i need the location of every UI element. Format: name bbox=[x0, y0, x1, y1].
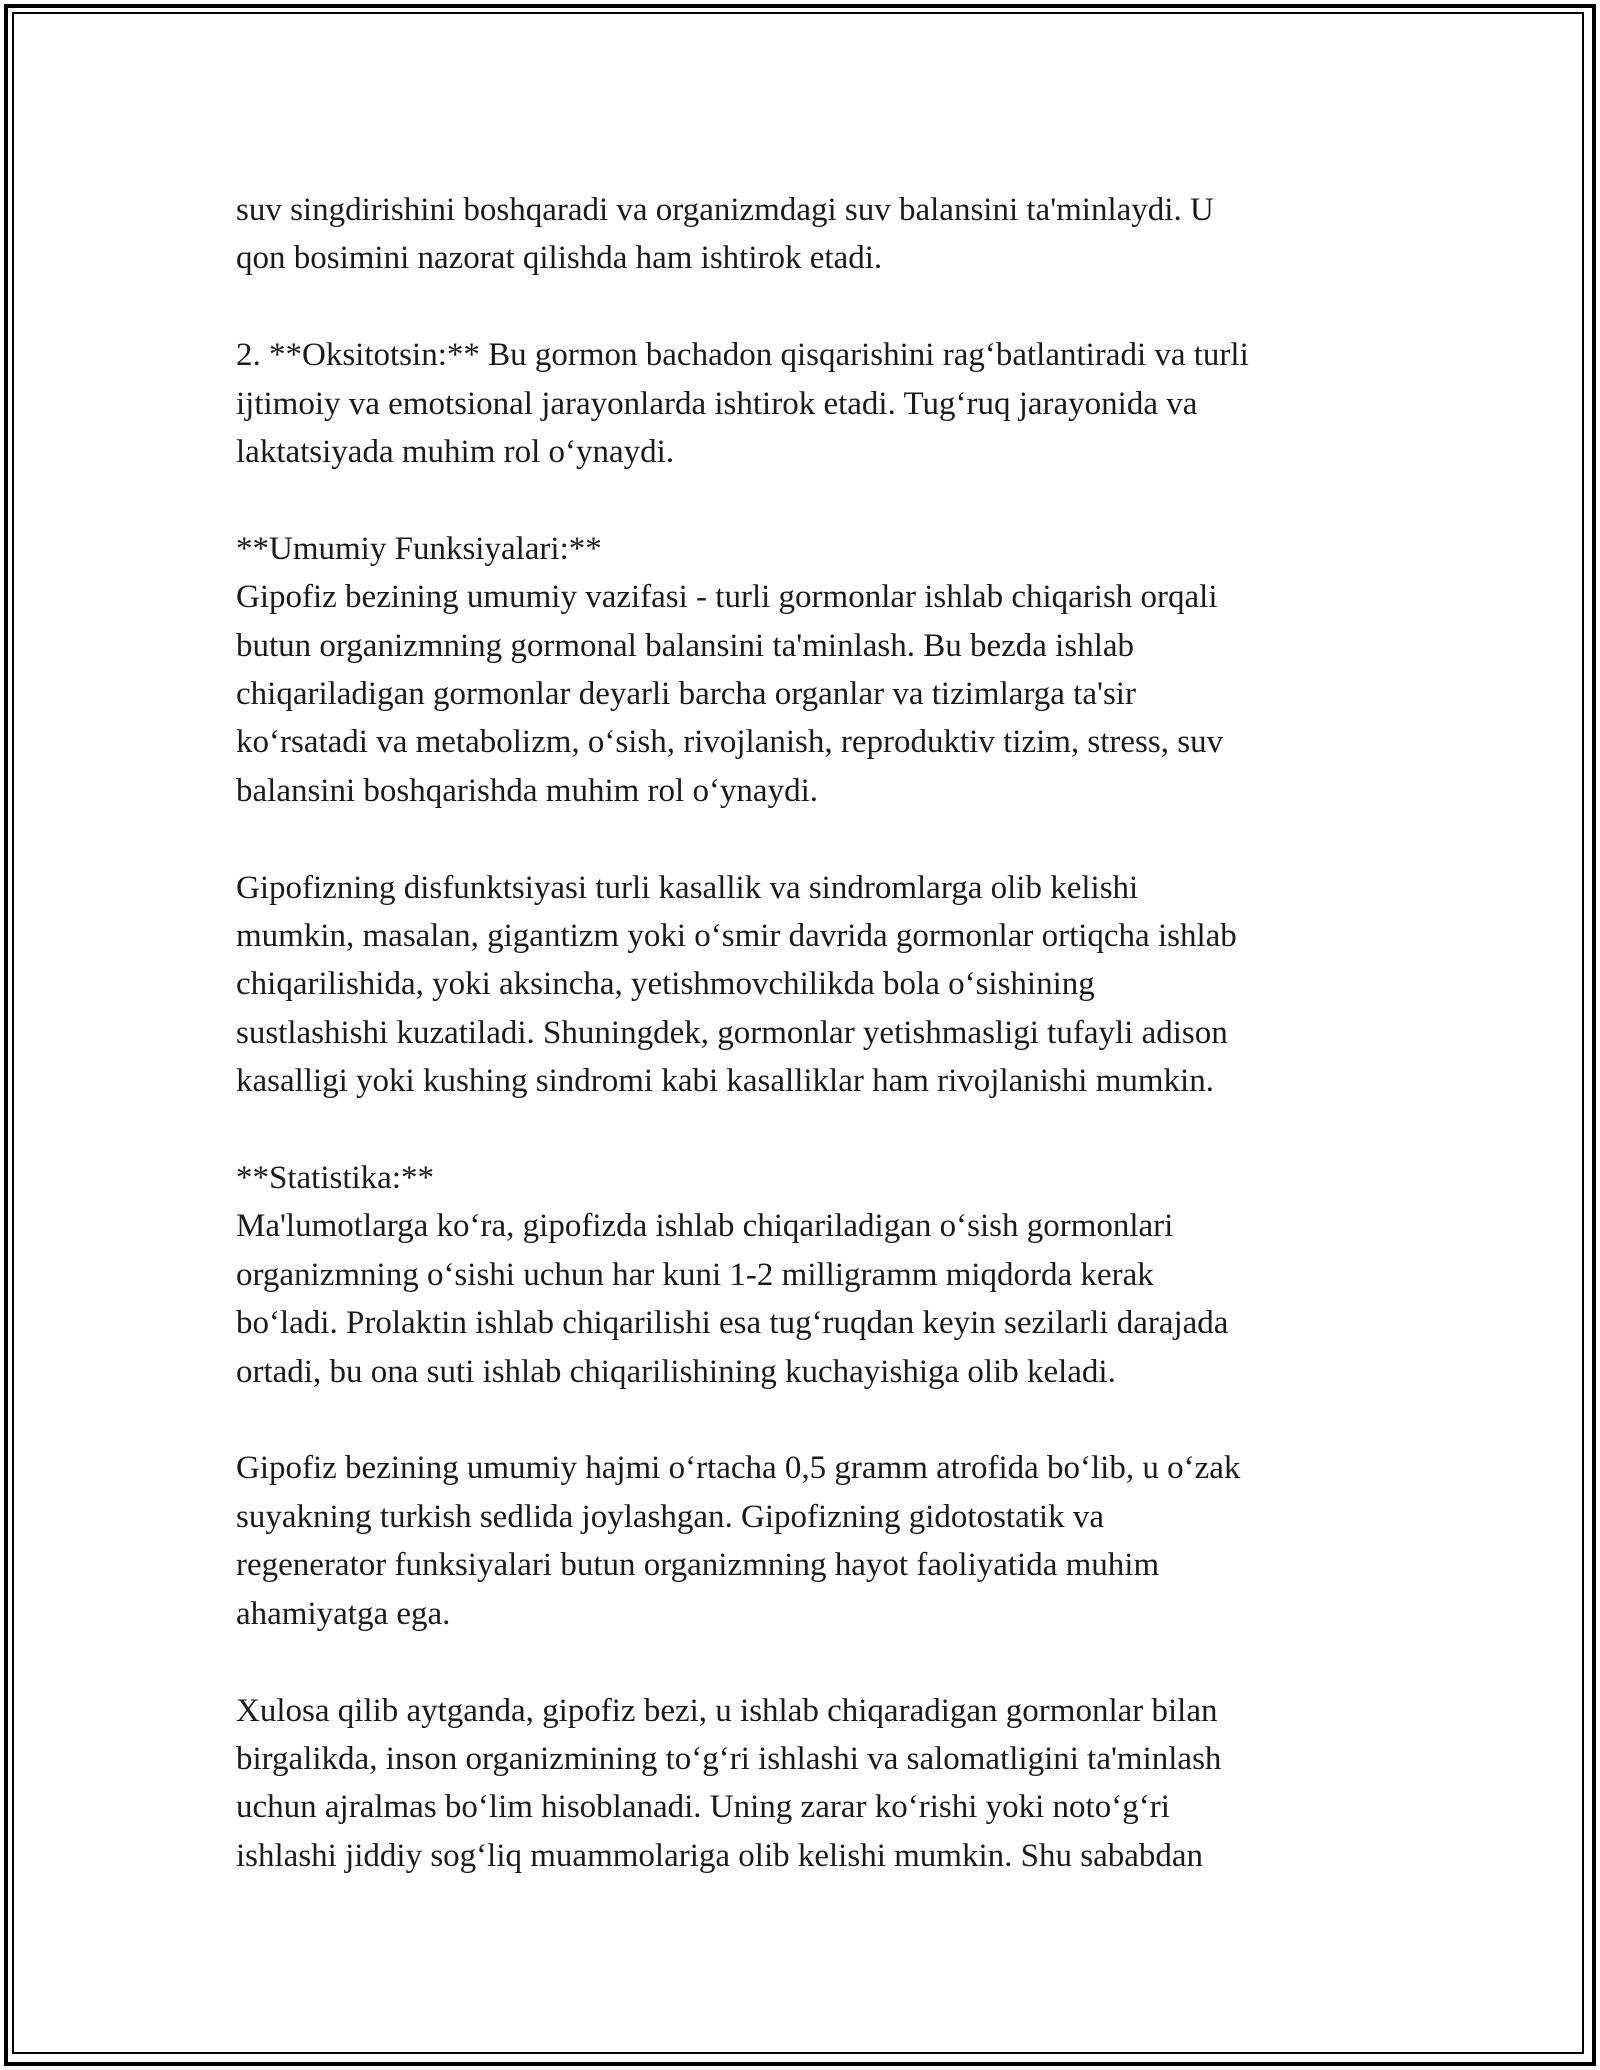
section-block bbox=[236, 1154, 1376, 1396]
text-line: suyakning turkish sedlida joylashgan. Gipofizning gidotostatik va bbox=[236, 1498, 1104, 1535]
text-line: Ma'lumotlarga ko‘ra, gipofizda ishlab chiqariladigan o‘sish gormonlari bbox=[236, 1208, 1174, 1245]
text-line: uchun ajralmas bo‘lim hisoblanadi. Uning zarar ko‘rishi yoki noto‘g‘ri bbox=[236, 1789, 1170, 1826]
text-line: birgalikda, inson organizmining to‘g‘ri ishlashi va salomatligini ta'minlash bbox=[236, 1740, 1222, 1777]
text-line: kasalligi yoki kushing sindromi kabi kasalliklar ham rivojlanishi mumkin. bbox=[236, 1063, 1214, 1100]
text-line: ahamiyatga ega. bbox=[236, 1595, 451, 1632]
text-line: sustlashishi kuzatiladi. Shuningdek, gormonlar yetishmasligi tufayli adison bbox=[236, 1014, 1228, 1051]
text-line: Xulosa qilib aytganda, gipofiz bezi, u ishlab chiqaradigan gormonlar bilan bbox=[236, 1692, 1218, 1729]
text-line: mumkin, masalan, gigantizm yoki o‘smir davrida gormonlar ortiqcha ishlab bbox=[236, 918, 1237, 955]
page-body-text bbox=[236, 186, 1376, 1929]
text-line: organizmning o‘sishi uchun har kuni 1-2 milligramm miqdorda kerak bbox=[236, 1256, 1154, 1293]
text-line: butun organizmning gormonal balansini ta'minlash. Bu bezda ishlab bbox=[236, 627, 1135, 664]
text-line: Gipofiz bezining umumiy vazifasi - turli gormonlar ishlab chiqarish orqali bbox=[236, 579, 1218, 616]
text-line: balansini boshqarishda muhim rol o‘ynaydi. bbox=[236, 772, 818, 809]
text-line: ishlashi jiddiy sog‘liq muammolariga olib kelishi mumkin. Shu sababdan bbox=[236, 1837, 1204, 1874]
paragraph-block bbox=[236, 1444, 1376, 1638]
text-line: qon bosimini nazorat qilishda ham ishtirok etadi. bbox=[236, 240, 883, 277]
text-line: Gipofizning disfunktsiyasi turli kasallik va sindromlarga olib kelishi bbox=[236, 869, 1139, 906]
text-line: ijtimoiy va emotsional jarayonlarda ishtirok etadi. Tug‘ruq jarayonida va bbox=[236, 385, 1198, 422]
section-heading: **Umumiy Funksiyalari:** bbox=[236, 530, 602, 567]
paragraph-block bbox=[236, 864, 1376, 1106]
text-line: Gipofiz bezining umumiy hajmi o‘rtacha 0,5 gramm atrofida bo‘lib, u o‘zak bbox=[236, 1450, 1241, 1487]
section-block bbox=[236, 525, 1376, 815]
paragraph-block bbox=[236, 186, 1376, 283]
text-line: bo‘ladi. Prolaktin ishlab chiqarilishi esa tug‘ruqdan keyin sezilarli darajada bbox=[236, 1305, 1229, 1342]
section-heading: **Statistika:** bbox=[236, 1160, 434, 1197]
text-line: chiqarilishida, yoki aksincha, yetishmovchilikda bola o‘sishining bbox=[236, 966, 1095, 1003]
text-line: chiqariladigan gormonlar deyarli barcha organlar va tizimlarga ta'sir bbox=[236, 676, 1136, 713]
text-line: ortadi, bu ona suti ishlab chiqarilishining kuchayishiga olib keladi. bbox=[236, 1353, 1116, 1390]
paragraph-block bbox=[236, 1687, 1376, 1881]
text-line: ko‘rsatadi va metabolizm, o‘sish, rivojlanish, reproduktiv tizim, stress, suv bbox=[236, 724, 1224, 761]
text-line: laktatsiyada muhim rol o‘ynaydi. bbox=[236, 434, 675, 471]
paragraph-block bbox=[236, 331, 1376, 476]
text-line: 2. **Oksitotsin:** Bu gormon bachadon qisqarishini rag‘batlantiradi va turli bbox=[236, 337, 1249, 374]
text-line: regenerator funksiyalari butun organizmning hayot faoliyatida muhim bbox=[236, 1547, 1160, 1584]
text-line: suv singdirishini boshqaradi va organizmdagi suv balansini ta'minlaydi. U bbox=[236, 192, 1214, 228]
